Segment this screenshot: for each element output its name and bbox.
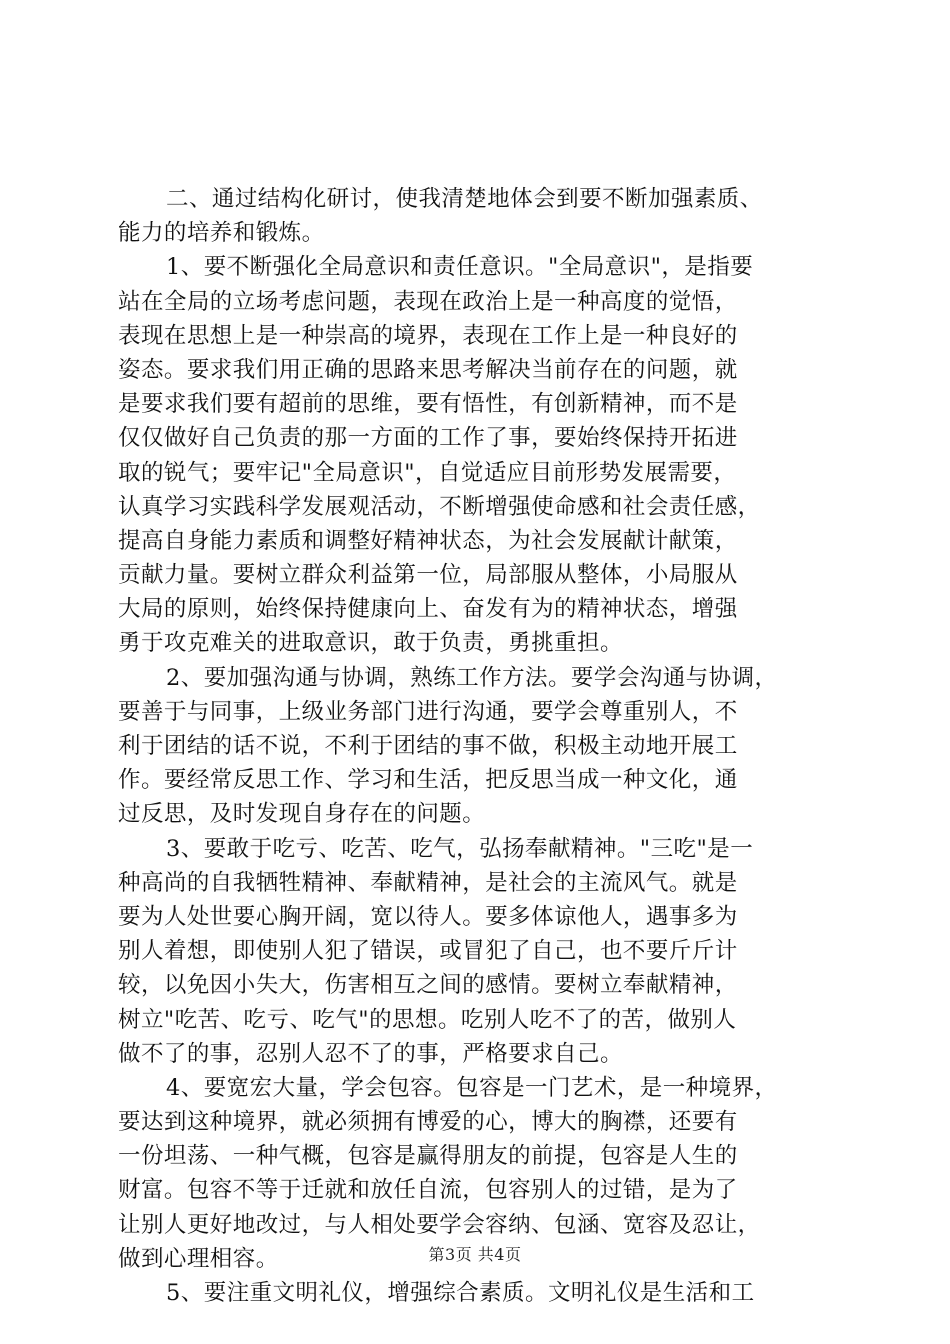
page-number-footer: 第3页 共4页 [428,1245,522,1264]
text-line: 利于团结的话不说，不利于团结的事不做，积极主动地开展工 [118,733,738,759]
body-text [118,182,858,1310]
text-line: 要达到这种境界，就必须拥有博爱的心，博大的胸襟，还要有 [118,1109,738,1136]
text-line: 过反思，及时发现自身存在的问题。 [118,801,486,828]
text-line: 认真学习实践科学发展观活动，不断增强使命感和社会责任感， [118,493,761,520]
text-line: 1、要不断强化全局意识和责任意识。"全局意识"，是指要 [166,254,754,281]
text-line: 一份坦荡、一种气概，包容是赢得朋友的前提，包容是人生的 [118,1143,738,1170]
text-line: 种高尚的自我牺牲精神、奉献精神，是社会的主流风气。就是 [118,869,738,896]
text-line: 二、通过结构化研讨，使我清楚地体会到要不断加强素质、 [166,186,763,212]
text-line: 勇于攻克难关的进取意识，敢于负责，勇挑重担。 [118,630,623,657]
text-line: 是要求我们要有超前的思维，要有悟性，有创新精神，而不是 [118,391,738,418]
text-line: 站在全局的立场考虑问题，表现在政治上是一种高度的觉悟， [118,288,738,315]
text-line: 树立"吃苦、吃亏、吃气"的思想。吃别人吃不了的苦，做别人 [118,1006,737,1033]
text-line: 贡献力量。要树立群众利益第一位，局部服从整体，小局服从 [118,562,738,589]
text-line: 大局的原则，始终保持健康向上、奋发有为的精神状态，增强 [118,596,738,623]
text-line: 提高自身能力素质和调整好精神状态，为社会发展献计献策， [118,527,738,554]
text-line: 做不了的事，忍别人忍不了的事，严格要求自己。 [118,1040,623,1067]
text-line: 姿态。要求我们用正确的思路来思考解决当前存在的问题，就 [118,356,738,383]
text-line: 2、要加强沟通与协调，熟练工作方法。要学会沟通与协调， [166,664,778,691]
text-line: 较，以免因小失大，伤害相互之间的感情。要树立奉献精神， [118,972,738,999]
text-line: 取的锐气；要牢记"全局意识"，自觉适应目前形势发展需要， [118,459,737,486]
text-line: 5、要注重文明礼仪，增强综合素质。文明礼仪是生活和工 [166,1280,755,1306]
text-line: 4、要宽宏大量，学会包容。包容是一门艺术，是一种境界， [166,1074,778,1101]
text-line: 3、要敢于吃亏、吃苦、吃气，弘扬奉献精神。"三吃"是一 [166,835,754,862]
text-line: 仅仅做好自己负责的那一方面的工作了事，要始终保持开拓进 [118,425,738,452]
text-line: 别人着想，即使别人犯了错误，或冒犯了自己，也不要斤斤计 [118,938,738,965]
text-line: 要善于与同事，上级业务部门进行沟通，要学会尊重别人，不 [118,698,738,725]
text-line: 作。要经常反思工作、学习和生活，把反思当成一种文化，通 [118,767,738,794]
text-line: 表现在思想上是一种崇高的境界，表现在工作上是一种良好的 [118,322,738,349]
text-line: 能力的培养和锻炼。 [118,220,325,247]
text-line: 要为人处世要心胸开阔，宽以待人。要多体谅他人，遇事多为 [118,903,738,930]
text-line: 财富。包容不等于迁就和放任自流，包容别人的过错，是为了 [118,1177,738,1204]
text-line: 让别人更好地改过，与人相处要学会容纳、包涵、宽容及忍让， [118,1211,761,1238]
text-line: 做到心理相容。 [118,1245,279,1272]
